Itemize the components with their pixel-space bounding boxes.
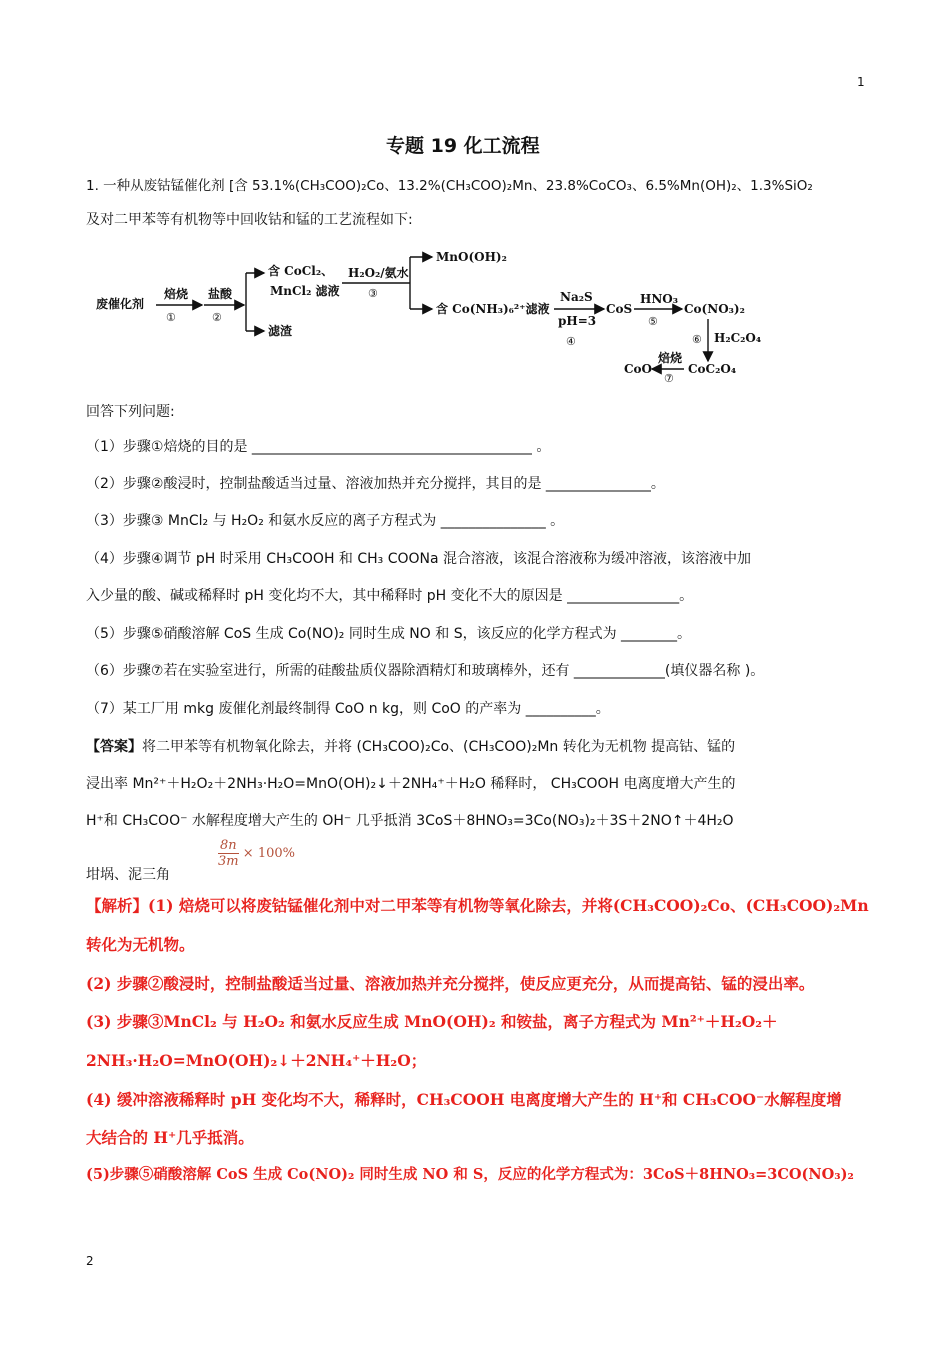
flow-step2-num: ②: [212, 311, 222, 324]
question-item-6: （6）步骤⑦若在实验室进行，所需的硅酸盐质仪器除酒精灯和玻璃棒外，还有 _____________(填仪器名称 )。: [86, 663, 765, 679]
flow-step3-num: ③: [368, 287, 378, 300]
question-item-5: （5）步骤⑤硝酸溶解 CoS 生成 Co(NO)₂ 同时生成 NO 和 S，该反应的化学方程式为 ________。: [86, 626, 692, 642]
analysis-line-4: (3) 步骤③MnCl₂ 与 H₂O₂ 和氨水反应生成 MnO(OH)₂ 和铵盐，离子方程式为 Mn²⁺＋H₂O₂＋: [86, 1012, 778, 1031]
page-title: 专题 19 化工流程: [386, 135, 540, 157]
question-intro-line2: 及对二甲苯等有机物等中回收钴和锰的工艺流程如下:: [86, 212, 413, 228]
flow-start: 废催化剂: [96, 297, 145, 311]
analysis-line-8: (5)步骤⑤硝酸溶解 CoS 生成 Co(NO)₂ 同时生成 NO 和 S，反应的化学方程式为：3CoS＋8HNO₃=3CO(NO₃)₂: [86, 1166, 854, 1183]
page-number-top: 1: [857, 75, 865, 89]
flow-step3-label: H₂O₂/氨水: [348, 266, 409, 280]
analysis-line-5: 2NH₃·H₂O=MnO(OH)₂↓＋2NH₄⁺＋H₂O；: [86, 1051, 427, 1070]
flow-coc2o4: CoC₂O₄: [688, 362, 737, 376]
flow-step2-label: 盐酸: [208, 287, 233, 301]
flow-step5-num: ⑤: [648, 315, 658, 328]
question-item-1: （1）步骤①焙烧的目的是 ________________________________________ 。: [86, 439, 551, 455]
analysis-line-6: (4) 缓冲溶液稀释时 pH 变化均不大，稀释时，CH₃COOH 电离度增大产生的 H⁺和 CH₃COO⁻水解程度增: [86, 1090, 842, 1109]
analysis-line-2: 转化为无机物。: [86, 935, 195, 954]
flow-filtrate-line2: MnCl₂ 滤液: [270, 284, 340, 298]
flow-cos: CoS: [606, 302, 633, 316]
page-number-bottom: 2: [86, 1254, 94, 1268]
analysis-line-1: 【解析】(1) 焙烧可以将废钴锰催化剂中对二甲苯等有机物等氧化除去，并将(CH₃COO)₂Co、(CH₃COO)₂Mn: [86, 896, 869, 915]
answer-label: 【答案】: [86, 739, 142, 755]
answer-line2: 浸出率 Mn²⁺＋H₂O₂＋2NH₃·H₂O=MnO(OH)₂↓＋2NH₄⁺＋H₂O 稀释时， CH₃COOH 电离度增大产生的: [86, 776, 736, 792]
flow-co-filtrate: 含 Co(NH₃)₆²⁺滤液: [436, 302, 550, 316]
question-prompt: 回答下列问题:: [86, 404, 175, 420]
yield-denominator: 3m: [218, 854, 239, 869]
flow-step1-num: ①: [166, 311, 176, 324]
flow-step5-label: HNO₃: [640, 292, 679, 306]
flow-step1-label: 焙烧: [164, 287, 189, 301]
flow-step4-bottom: pH=3: [558, 314, 597, 328]
flow-step6-label: H₂C₂O₄: [714, 331, 762, 345]
answer-line1-text: 将二甲苯等有机物氧化除去，并将 (CH₃COO)₂Co、(CH₃COO)₂Mn 转化为无机物 提高钴、锰的: [142, 739, 736, 755]
flow-step4-num: ④: [566, 335, 576, 348]
flow-cono3: Co(NO₃)₂: [684, 302, 745, 316]
flow-step4-top: Na₂S: [560, 290, 593, 304]
yield-numerator: 8n: [220, 838, 237, 853]
answer-line3: H⁺和 CH₃COO⁻ 水解程度增大产生的 OH⁻ 几乎抵消 3CoS＋8HNO₃=3Co(NO₃)₂＋3S＋2NO↑＋4H₂O: [86, 813, 734, 829]
flow-coo: CoO: [624, 362, 653, 376]
yield-suffix: × 100%: [242, 846, 295, 861]
question-intro-line1: 1. 一种从废钴锰催化剂 [含 53.1%(CH₃COO)₂Co、13.2%(CH₃COO)₂Mn、23.8%CoCO₃、6.5%Mn(OH)₂、1.3%SiO₂: [86, 178, 813, 194]
flow-filtrate-line1: 含 CoCl₂、: [268, 264, 334, 278]
flow-step6-num: ⑥: [692, 333, 702, 346]
answer-line1: [86, 738, 735, 756]
answer-yield-formula: [218, 838, 295, 869]
analysis-line-3: (2) 步骤②酸浸时，控制盐酸适当过量、溶液加热并充分搅拌，使反应更充分，从而提高钴、锰的浸出率。: [86, 974, 815, 993]
analysis-line-7: 大结合的 H⁺几乎抵消。: [86, 1128, 254, 1147]
flow-residue: 滤渣: [268, 324, 293, 338]
question-item-2: （2）步骤②酸浸时，控制盐酸适当过量、溶液加热并充分搅拌，其目的是 _______________。: [86, 476, 665, 492]
question-item-3: （3）步骤③ MnCl₂ 与 H₂O₂ 和氨水反应的离子方程式为 _______________ 。: [86, 513, 565, 529]
question-item-7: （7）某工厂用 mkg 废催化剂最终制得 CoO n kg，则 CoO 的产率为 __________。: [86, 701, 610, 717]
question-item-4a: （4）步骤④调节 pH 时采用 CH₃COOH 和 CH₃ COONa 混合溶液，该混合溶液称为缓冲溶液，该溶液中加: [86, 551, 752, 567]
process-flowchart: [92, 245, 792, 385]
flow-product-mn: MnO(OH)₂: [436, 250, 507, 264]
flow-step7-label: 焙烧: [658, 351, 683, 365]
answer-line4: 坩埚、泥三角: [86, 867, 170, 883]
flow-step7-num: ⑦: [664, 372, 674, 385]
question-item-4b: 入少量的酸、碱或稀释时 pH 变化均不大，其中稀释时 pH 变化不大的原因是 ________________。: [86, 588, 694, 604]
